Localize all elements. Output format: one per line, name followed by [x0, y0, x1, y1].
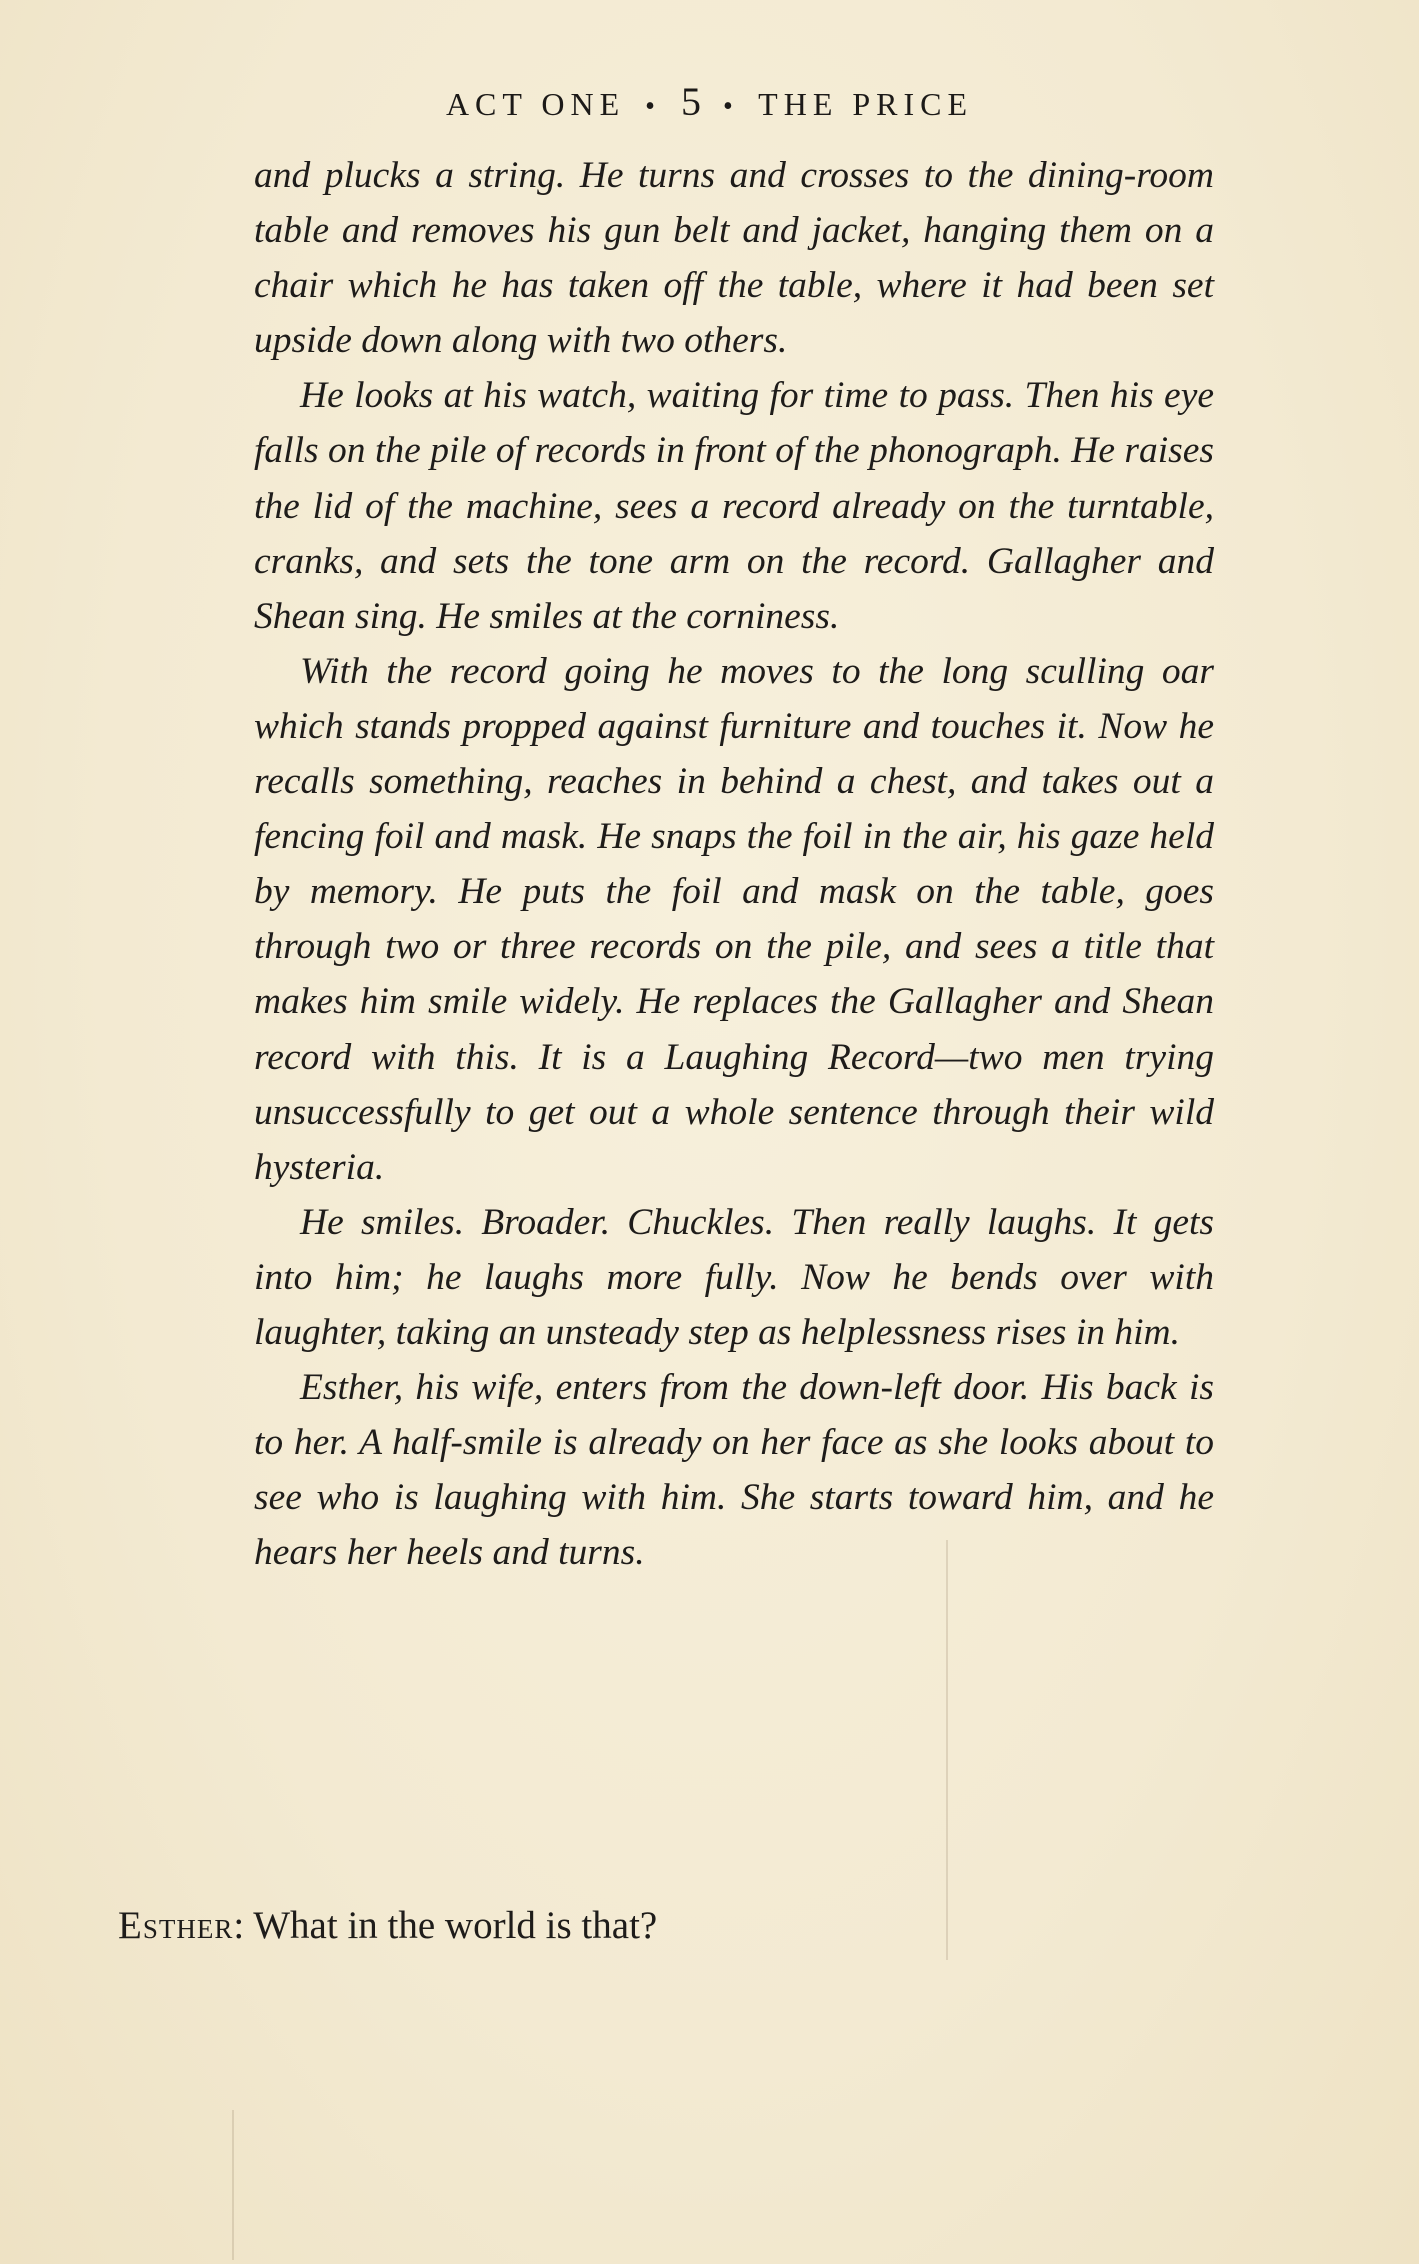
- page-number: 5: [680, 79, 703, 124]
- separator-dot: •: [645, 91, 661, 122]
- book-title: THE PRICE: [758, 86, 974, 122]
- running-head: [0, 78, 1419, 125]
- stage-paragraph: and plucks a string. He turns and crosses to the dining-room table and removes his gun belt and jacket, hanging them on a chair which he has taken off the table, where it had been set upside down along with two others.: [254, 155, 1214, 362]
- act-label: ACT ONE: [445, 86, 626, 122]
- stage-paragraph: Esther, his wife, enters from the down-left door. His back is to her. A half-smile is already on her face as she looks about to see who is laughing with him. She starts toward him, and he hears her heels and turns.: [254, 1367, 1214, 1574]
- stage-paragraph: He smiles. Broader. Chuckles. Then really laughs. It gets into him; he laughs more fully. Now he bends over with laughter, taking an unsteady step as helplessness rises in him.: [254, 1201, 1214, 1353]
- stage-paragraph: He looks at his watch, waiting for time to pass. Then his eye falls on the pile of records in front of the phonograph. He raises the lid of the machine, sees a record already on the turntable, cranks, and sets the tone arm on the record. Gallagher and Shean sing. He smiles at the corniness.: [254, 375, 1214, 637]
- spoken-line: What in the world is that?: [253, 1904, 658, 1947]
- page-crease-lower: [232, 2110, 234, 2260]
- page-crease: [946, 1540, 948, 1960]
- separator-dot: •: [722, 91, 739, 122]
- stage-paragraph: With the record going he moves to the long sculling oar which stands propped against furniture and touches it. Now he recalls something, reaches in behind a chest, and takes out a fencing foil and mask. He snaps the foil in the air, his gaze held by memory. He puts the foil and mask on the table, goes through two or three records on the pile, and sees a title that makes him smile widely. He replaces the Gallagher and Shean record with this. It is a Laughing Record—two men trying unsuccessfully to get out a whole sentence through their wild hysteria.: [254, 650, 1214, 1188]
- dialogue-line: [118, 1898, 657, 1953]
- stage-directions: [254, 148, 1214, 1580]
- speaker-name: Esther: [118, 1904, 234, 1947]
- speaker-separator: :: [233, 1904, 245, 1947]
